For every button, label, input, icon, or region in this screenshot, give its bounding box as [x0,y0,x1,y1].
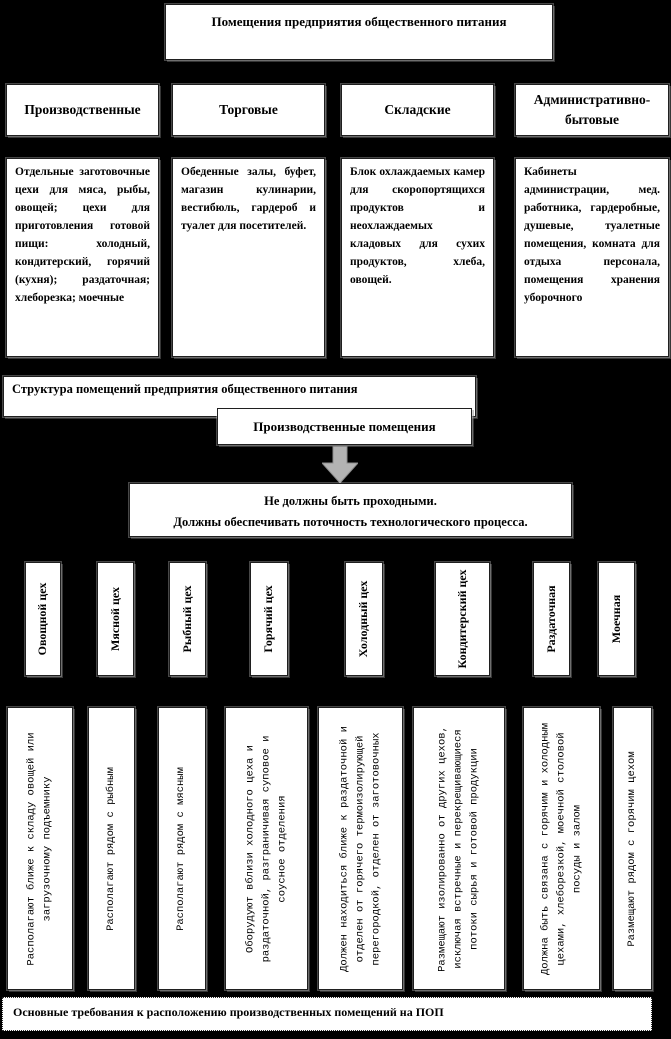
category-header-production: Производственные [6,84,159,136]
workshop-label-text: Овощной цех [35,582,50,656]
workshop-rule-text: Располагают ближе к складу овощей или загрузочному подъемнику [25,731,53,966]
workshop-rule-hot [225,707,308,990]
category-description-production: Отдельные заготовочные цехи для мяса, рыбы, овощей; цехи для приготовления готовой пищи: холодный, кондитерский, горячий (кухня); раздаточная; хлеборезка; моечные [6,158,159,357]
diagram-title: Помещения предприятия общественного питания [165,4,553,60]
workshop-label-text: Кондитерский цех [454,569,469,669]
workshop-rule-meat [88,707,135,990]
category-description-administrative: Кабинеты администрации, мед. работника, гардеробные, душевые, туалетные помещения, комната для отдыха персонала, помещения хранения уборочного [515,158,669,357]
workshop-rule-fish [158,707,206,990]
workshop-rule-text: Располагают рядом с мясным [175,766,188,931]
workshop-label-text: Моечная [608,594,623,644]
down-arrow-icon [322,446,358,483]
workshop-label-serving [533,562,570,676]
workshop-label-text: Рыбный цех [179,585,194,653]
workshop-rule-text: Размещают изолированно от других цехов, исключая встречные и перекрещивающиеся потоки сырья и готовой продукции [436,725,480,972]
category-header-trade: Торговые [172,84,325,136]
workshop-label-washing [598,562,635,676]
workshop-rule-text: Располагают рядом с рыбным [104,766,117,931]
workshop-rule-cold [318,707,403,990]
structure-caption: Структура помещений предприятия общественного питания [3,376,476,417]
requirements-note-line1: Не должны быть проходными. [264,494,437,508]
workshop-rule-text: Размещают рядом с горячим цехом [625,750,638,947]
category-description-storage: Блок охлаждаемых камер для скоропортящихся продуктов и неохлаждаемых кладовых для сухих продуктов, хлеба, овощей. [341,158,494,357]
workshop-label-meat [97,562,134,676]
workshop-label-vegetable [25,562,61,676]
production-premises-box: Производственные помещения [217,408,472,445]
workshop-label-hot [250,562,288,676]
workshop-label-text: Раздаточная [543,585,558,653]
workshop-rule-text: Должен находиться ближе к раздаточной и отделен от горячего термоизолирующей перегородкой, отделен от заготовочных [337,725,382,972]
workshop-label-confectionery [435,562,490,676]
requirements-note-line2: Должны обеспечивать поточность технологического процесса. [173,515,528,529]
workshop-label-fish [169,562,206,676]
category-header-storage: Складские [341,84,494,136]
footer-caption: Основные требования к расположению производственных помещений на ПОП [2,997,652,1031]
down-arrow-shape [322,446,358,483]
workshop-label-cold [345,562,383,676]
workshop-label-text: Мясной цех [107,587,122,651]
category-description-trade: Обеденные залы, буфет, магазин кулинарии, вестибюль, гардероб и туалет для посетителей. [172,158,325,357]
workshop-rule-text: Должна быть связана с горячим и холодным цехами, хлеборезкой, моечной столовой посуды и залом [538,722,583,975]
workshop-rule-washing [613,707,652,990]
category-header-administrative: Административно-бытовые [515,84,669,136]
requirements-note [129,483,572,537]
workshop-label-text: Горячий цех [261,585,276,653]
workshop-rule-vegetable [7,707,73,990]
workshop-rule-confectionery [413,707,505,990]
workshop-rule-text: Оборудуют вблизи холодного цеха и раздаточной, разграничивая суповое и соусное отделения [243,735,288,962]
workshop-rule-serving [523,707,600,990]
workshop-label-text: Холодный цех [356,580,371,658]
